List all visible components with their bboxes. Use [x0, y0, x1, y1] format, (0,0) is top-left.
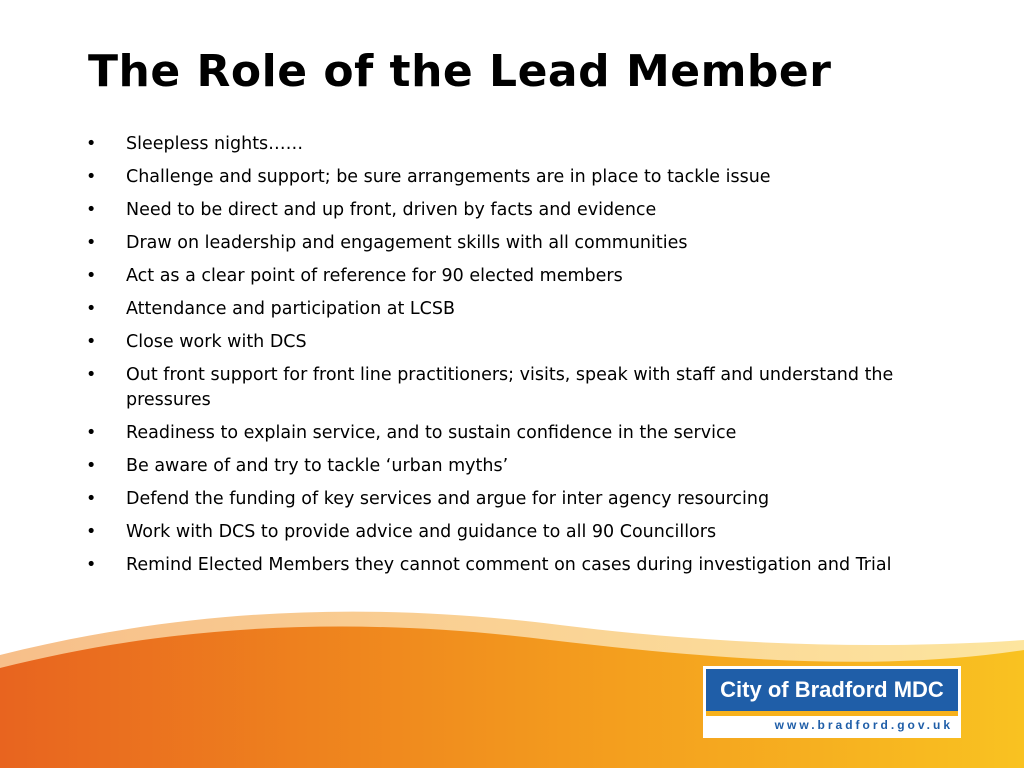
logo-url: www.bradford.gov.uk — [774, 718, 953, 732]
bullet-text: Sleepless nights…… — [126, 134, 304, 154]
bullet-text: Draw on leadership and engagement skills with all communities — [126, 233, 688, 253]
bullet-icon: • — [86, 332, 97, 352]
bullet-text: Act as a clear point of reference for 90 elected members — [126, 266, 623, 286]
bullet-text: Need to be direct and up front, driven by facts and evidence — [126, 200, 657, 220]
slide-title: The Role of the Lead Member — [88, 46, 832, 97]
bullet-text: Close work with DCS — [126, 332, 307, 352]
bullet-text: Be aware of and try to tackle ‘urban myths’ — [126, 456, 509, 476]
bullet-icon: • — [86, 365, 97, 385]
logo-name: City of Bradford MDC — [706, 669, 958, 711]
bullet-icon: • — [86, 489, 97, 509]
bullet-text: Challenge and support; be sure arrangements are in place to tackle issue — [126, 167, 771, 187]
bullet-text: Readiness to explain service, and to sustain confidence in the service — [126, 423, 737, 443]
bullet-icon: • — [86, 200, 97, 220]
bullet-icon: • — [86, 299, 97, 319]
bullet-icon: • — [86, 134, 97, 154]
city-of-bradford-logo — [703, 666, 961, 738]
bullet-icon: • — [86, 522, 97, 542]
bullet-icon: • — [86, 456, 97, 476]
bullet-text: Defend the funding of key services and argue for inter agency resourcing — [126, 489, 770, 509]
bullet-icon: • — [86, 423, 97, 443]
bullet-icon: • — [86, 555, 97, 575]
bullet-icon: • — [86, 266, 97, 286]
bullet-text: Attendance and participation at LCSB — [126, 299, 455, 319]
bullet-text: Remind Elected Members they cannot comment on cases during investigation and Trial — [126, 555, 892, 575]
bullet-text: Out front support for front line practitioners; visits, speak with staff and understand the pressures — [126, 365, 894, 410]
bullet-icon: • — [86, 233, 97, 253]
bullet-text: Work with DCS to provide advice and guidance to all 90 Councillors — [126, 522, 717, 542]
bullet-icon: • — [86, 167, 97, 187]
